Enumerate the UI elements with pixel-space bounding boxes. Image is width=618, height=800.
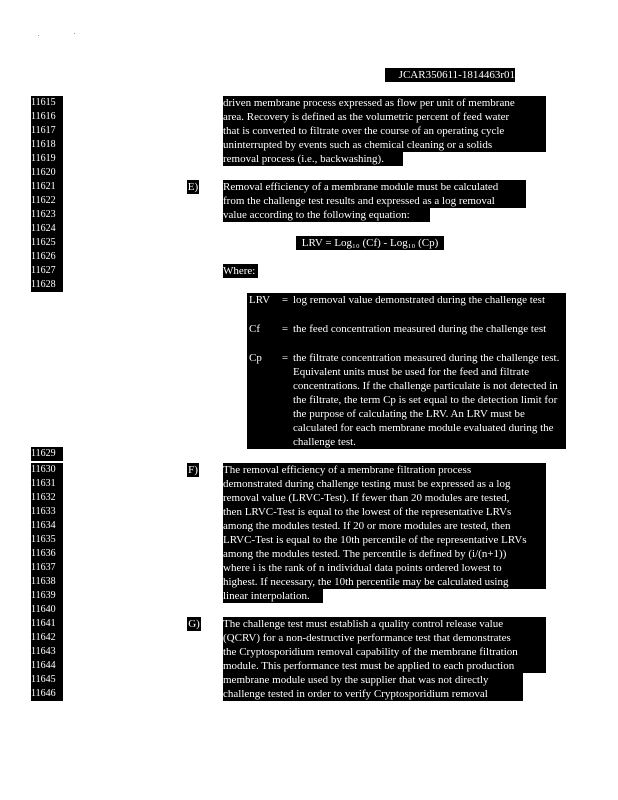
definition-cp [247,351,566,449]
scan-speckles [38,33,78,37]
line-number: 11640 [31,603,63,617]
line-number: 11619 [31,152,63,166]
definition-cf [247,322,566,350]
definition-description: log removal value demonstrated during the challenge test [293,294,546,306]
definition-lrv [247,293,566,321]
text-line: from the challenge test results and expressed as a log removal [223,194,526,208]
text-line: value according to the following equation: [223,208,430,222]
line-number: 11630 [31,463,63,477]
text-line: where i is the rank of n individual data points ordered lowest to [223,561,546,575]
line-number: 11622 [31,194,63,208]
line-number: 11639 [31,589,63,603]
text-line: challenge tested in order to verify Cryptosporidium removal [223,687,523,701]
line-number: 11628 [31,278,63,292]
text-line: area. Recovery is defined as the volumetric percent of feed water [223,110,546,124]
line-number: 11627 [31,264,63,278]
text-line: then LRVC-Test is equal to the lowest of the representative LRVs [223,505,546,519]
line-number: 11641 [31,617,63,631]
line-number: 11642 [31,631,63,645]
text-line: driven membrane process expressed as flow per unit of membrane [223,96,546,110]
text-line: membrane module used by the supplier that was not directly [223,673,523,687]
paragraph-marker-g: G) [188,618,200,630]
text-line: the Cryptosporidium removal capability of the membrane filtration [223,645,546,659]
text-line: among the modules tested. If 20 or more modules are tested, then [223,519,546,533]
text-line: among the modules tested. The percentile is defined by (i/(n+1)) [223,547,546,561]
definition-description: the feed concentration measured during the challenge test [293,323,547,335]
line-number: 11617 [31,124,63,138]
text-line: highest. If necessary, the 10th percentile may be calculated using [223,575,546,589]
line-number: 11616 [31,110,63,124]
line-number: 11636 [31,547,63,561]
line-number: 11638 [31,575,63,589]
line-number: 11621 [31,180,63,194]
document-id: JCAR350611-1814463r01 [385,68,515,82]
where-label: Where: [223,264,258,278]
line-number: 11633 [31,505,63,519]
line-number: 11635 [31,533,63,547]
text-line: Removal efficiency of a membrane module must be calculated [223,180,526,194]
paragraph-marker-e: E) [187,181,199,193]
line-number: 11634 [31,519,63,533]
line-number: 11625 [31,236,63,250]
text-line: LRVC-Test is equal to the 10th percentile of the representative LRVs [223,533,546,547]
text-line: The removal efficiency of a membrane filtration process [223,463,546,477]
text-line: linear interpolation. [223,589,323,603]
line-number: 11637 [31,561,63,575]
definition-equals: = [281,294,289,306]
text-line: (QCRV) for a non-destructive performance test that demonstrates [223,631,546,645]
line-number: 11615 [31,96,63,110]
definition-term: Cp [249,352,262,364]
definition-equals: = [281,352,289,364]
line-number: 11629 [31,447,63,461]
text-line: module. This performance test must be applied to each production [223,659,546,673]
line-number: 11646 [31,687,63,701]
line-number: 11631 [31,477,63,491]
line-number: 11644 [31,659,63,673]
text-line: demonstrated during challenge testing must be expressed as a log [223,477,546,491]
line-number: 11643 [31,645,63,659]
equation: LRV = Log₁₀ (Cf) - Log₁₀ (Cp) [296,236,444,250]
text-line: removal value (LRVC-Test). If fewer than 20 modules are tested, [223,491,546,505]
text-line: that is converted to filtrate over the course of an operating cycle [223,124,546,138]
line-number: 11623 [31,208,63,222]
line-number: 11645 [31,673,63,687]
definition-term: Cf [249,323,260,335]
line-number: 11626 [31,250,63,264]
paragraph-marker-f: F) [188,464,198,476]
definition-term: LRV [249,294,271,306]
text-line: removal process (i.e., backwashing). [223,152,403,166]
definitions-block [247,293,566,449]
definition-equals: = [281,323,289,335]
line-number: 11632 [31,491,63,505]
line-number: 11618 [31,138,63,152]
line-number: 11624 [31,222,63,236]
text-line: uninterrupted by events such as chemical cleaning or a solids [223,138,546,152]
line-number: 11620 [31,166,63,180]
text-line: The challenge test must establish a quality control release value [223,617,546,631]
definition-description: the filtrate concentration measured during the challenge test. Equivalent units must be used for the feed and filtrate concentrations. If the challenge particulate is not detected in the filtrate, the term Cp is set equal to the detection limit for the purpose of calculating the LRV. An LRV must be calculated for each membrane module evaluated during the challenge test. [293,352,560,448]
